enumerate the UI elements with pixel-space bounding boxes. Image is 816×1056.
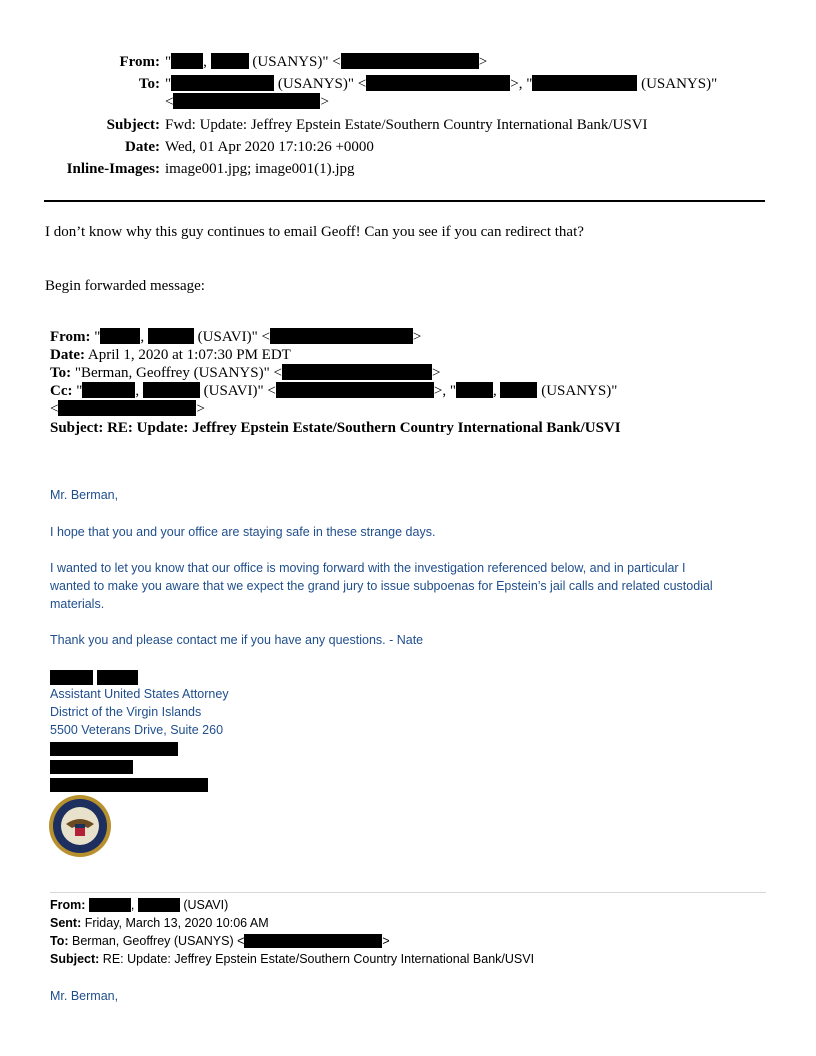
redaction [97,670,138,685]
forwarded-label: Begin forwarded message: [45,278,205,294]
subject-value: Fwd: Update: Jeffrey Epstein Estate/Southern Country International Bank/USVI [165,117,648,133]
redaction [50,760,133,774]
prior-sent [50,914,269,932]
fwd-from: From: " , (USAVI)" < > [50,329,422,345]
subject-label: Subject: [106,117,160,133]
message-divider [50,892,766,893]
prior-greeting: Mr. Berman, [50,989,119,1003]
header-divider [44,200,765,202]
fwd-cc-org-2: (USANYS)" [541,383,618,399]
redaction [500,382,537,398]
greeting: Mr. Berman, [50,488,119,502]
signature-office: District of the Virgin Islands [50,705,202,719]
from-label: From: [119,54,160,70]
prior-subject-value: RE: Update: Jeffrey Epstein Estate/Southern Country International Bank/USVI [102,952,535,966]
redaction [456,382,493,398]
redaction [270,328,413,344]
redaction [532,75,637,91]
redaction [50,670,93,685]
to-value: " (USANYS)" < >, " (USANYS)" [165,76,718,92]
fwd-cc: Cc: " , (USAVI)" < >, " , (USANYS)" [50,383,618,399]
fwd-date [50,346,291,364]
fwd-subject-label: Subject: [50,420,104,436]
prior-to-label: To: [50,934,69,948]
fwd-date-label: Date: [50,347,85,363]
redaction [50,742,178,756]
redaction [244,934,382,948]
redaction [89,898,131,912]
body-text: I don’t know why this guy continues to email Geoff! Can you see if you can redirect that? [45,224,584,240]
prior-to: To: Berman, Geoffrey (USANYS) < > [50,934,390,948]
to-value-cont: < > [165,94,329,110]
fwd-cc-label: Cc: [50,383,73,399]
date-label: Date: [125,139,160,155]
fwd-from-org: (USAVI)" [197,329,258,345]
redaction [138,898,180,912]
signature-address: 5500 Veterans Drive, Suite 260 [50,723,224,737]
prior-subject-label: Subject: [50,952,100,966]
paragraph-2-line-2: wanted to make you aware that we expect the grand jury to issue subpoenas for Epstein’s jail calls and related custodial [50,579,713,593]
to-org-1: (USANYS)" [277,76,355,92]
prior-from-org: (USAVI) [183,898,229,912]
fwd-cc-org-1: (USAVI)" [203,383,264,399]
redaction [341,53,479,69]
fwd-to-value: "Berman, Geoffrey (USANYS)" [74,365,270,381]
redaction [50,778,208,792]
paragraph-2-line-3: materials. [50,597,105,611]
prior-sent-label: Sent: [50,916,82,930]
prior-sent-value: Friday, March 13, 2020 10:06 AM [84,916,269,930]
to-org-2: (USANYS)" [641,76,718,92]
prior-to-value: Berman, Geoffrey (USANYS) [72,934,234,948]
redaction [276,382,434,398]
inline-images-label: Inline-Images: [66,161,160,177]
redaction [143,382,200,398]
redaction [171,53,203,69]
from-value: " , (USANYS)" < > [165,54,488,70]
redaction [148,328,194,344]
inline-images-value: image001.jpg; image001(1).jpg [165,161,355,177]
prior-from: From: , (USAVI) [50,898,229,912]
redaction [58,400,196,416]
from-org: (USANYS)" [252,54,329,70]
doj-seal-icon [48,794,112,858]
fwd-subject-value: RE: Update: Jeffrey Epstein Estate/Southern Country International Bank/USVI [107,420,621,436]
redaction [211,53,249,69]
paragraph-1: I hope that you and your office are staying safe in these strange days. [50,525,436,539]
signature-title: Assistant United States Attorney [50,687,229,701]
redaction [282,364,432,380]
redaction [82,382,135,398]
redaction [100,328,140,344]
prior-subject [50,950,534,968]
fwd-cc-cont: < > [50,401,205,417]
fwd-to: To: "Berman, Geoffrey (USANYS)" < > [50,365,441,381]
redaction [171,75,274,91]
redaction [173,93,320,109]
fwd-to-label: To: [50,365,72,381]
fwd-subject [50,419,621,437]
paragraph-2-line-1: I wanted to let you know that our office is moving forward with the investigation referenced below, and in particular I [50,561,686,575]
redaction [366,75,510,91]
to-label: To: [138,76,160,92]
fwd-from-label: From: [50,329,91,345]
fwd-date-value: April 1, 2020 at 1:07:30 PM EDT [87,347,291,363]
paragraph-3: Thank you and please contact me if you have any questions. - Nate [50,633,424,647]
prior-from-label: From: [50,898,86,912]
date-value: Wed, 01 Apr 2020 17:10:26 +0000 [165,139,374,155]
